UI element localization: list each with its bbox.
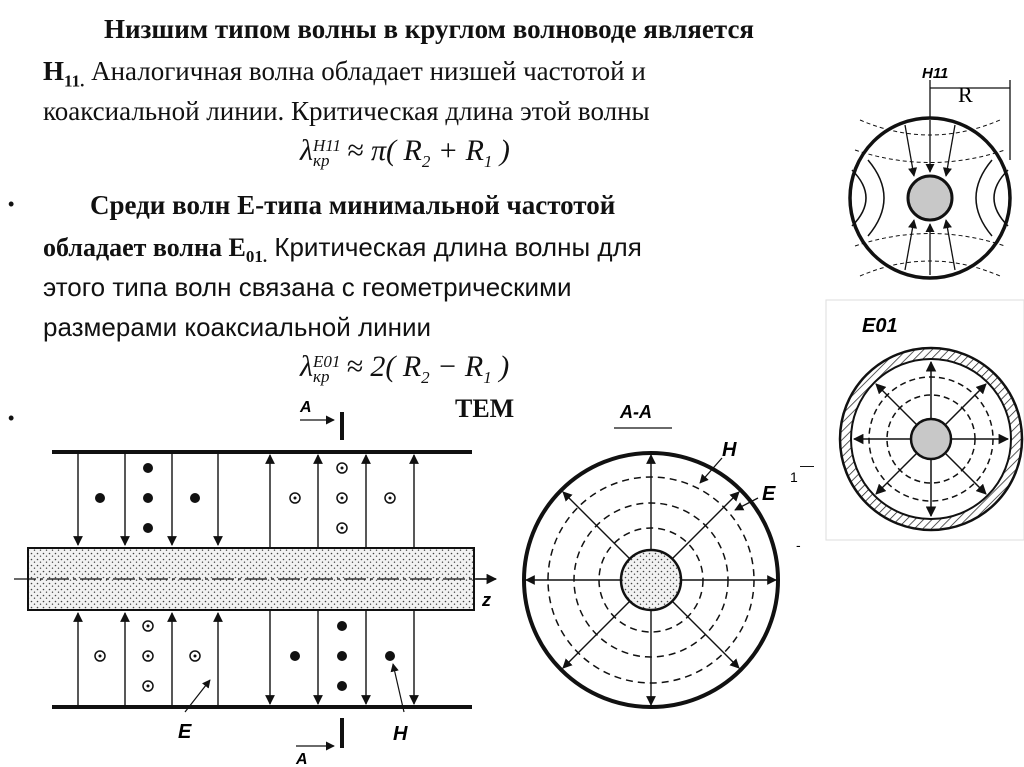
margin-note-dash-2: - <box>796 537 801 553</box>
wave-h-symbol: H <box>43 56 65 86</box>
tem-cross-section <box>524 402 814 707</box>
bullet-marker: • <box>8 194 15 214</box>
section-a-top: A <box>300 399 312 416</box>
heading-line: Низшим типом волны в круглом волноводе является <box>104 14 755 44</box>
formula-r2-index: 2 <box>421 368 430 387</box>
formula-subscript: кр <box>313 151 330 171</box>
text-line-3: коаксиальной линии. Критическая длина этой волны <box>43 96 650 126</box>
text-line-5-rest: Критическая длина волны для <box>267 232 642 262</box>
formula-r1-index: 1 <box>483 152 493 171</box>
margin-note-one: 1 <box>790 469 798 485</box>
text-line-7: размерами коаксиальной линии <box>43 312 432 342</box>
lambda-symbol: λ <box>300 134 313 167</box>
lambda-symbol: λ <box>300 350 313 383</box>
e-field-label-long: E <box>178 721 192 743</box>
e01-mode-figure <box>826 300 1024 540</box>
h-field-label-cross: H <box>722 439 737 461</box>
tem-longitudinal-section <box>14 399 496 767</box>
formula-r1-index: 1 <box>483 368 492 387</box>
h11-label: H11 <box>922 65 949 82</box>
wave-h-subscript: 11. <box>64 71 85 91</box>
wave-e-text: обладает волна Е <box>43 233 246 262</box>
formula-close: ) <box>492 134 510 167</box>
e-field-label-cross: E <box>762 483 776 505</box>
bullet-heading: Среди волн Е-типа минимальной частотой <box>90 190 616 220</box>
margin-note-dash: — <box>800 457 814 473</box>
z-axis-label: z <box>482 590 491 610</box>
h11-inner-conductor <box>908 176 952 220</box>
text-line-2-rest: Аналогичная волна обладает низшей частотой и <box>84 56 646 86</box>
formula-operator: − R <box>429 350 484 383</box>
tem-label: TEM <box>455 394 515 423</box>
radius-label: R <box>958 82 973 107</box>
h-field-label-long: H <box>393 723 408 745</box>
wave-e-subscript: 01. <box>245 247 268 267</box>
formula-operator: + R <box>430 134 484 167</box>
formula-subscript: кр <box>313 367 330 387</box>
h11-mode-figure <box>838 48 1024 284</box>
formula-superscript: E01 <box>313 352 341 372</box>
formula-superscript: H11 <box>313 136 342 156</box>
section-aa-title: A-A <box>620 402 652 422</box>
formula-close: ) <box>491 350 510 383</box>
section-a-bottom: A <box>296 751 308 767</box>
bullet-marker-3: • <box>8 408 15 428</box>
formula-rhs: ≈ 2( R <box>346 350 422 383</box>
e01-label: E01 <box>862 315 898 337</box>
text-line-6: этого типа волн связана с геометрическими <box>43 272 572 302</box>
formula-r2-index: 2 <box>421 152 431 171</box>
formula-rhs: ≈ π( R <box>347 134 422 167</box>
